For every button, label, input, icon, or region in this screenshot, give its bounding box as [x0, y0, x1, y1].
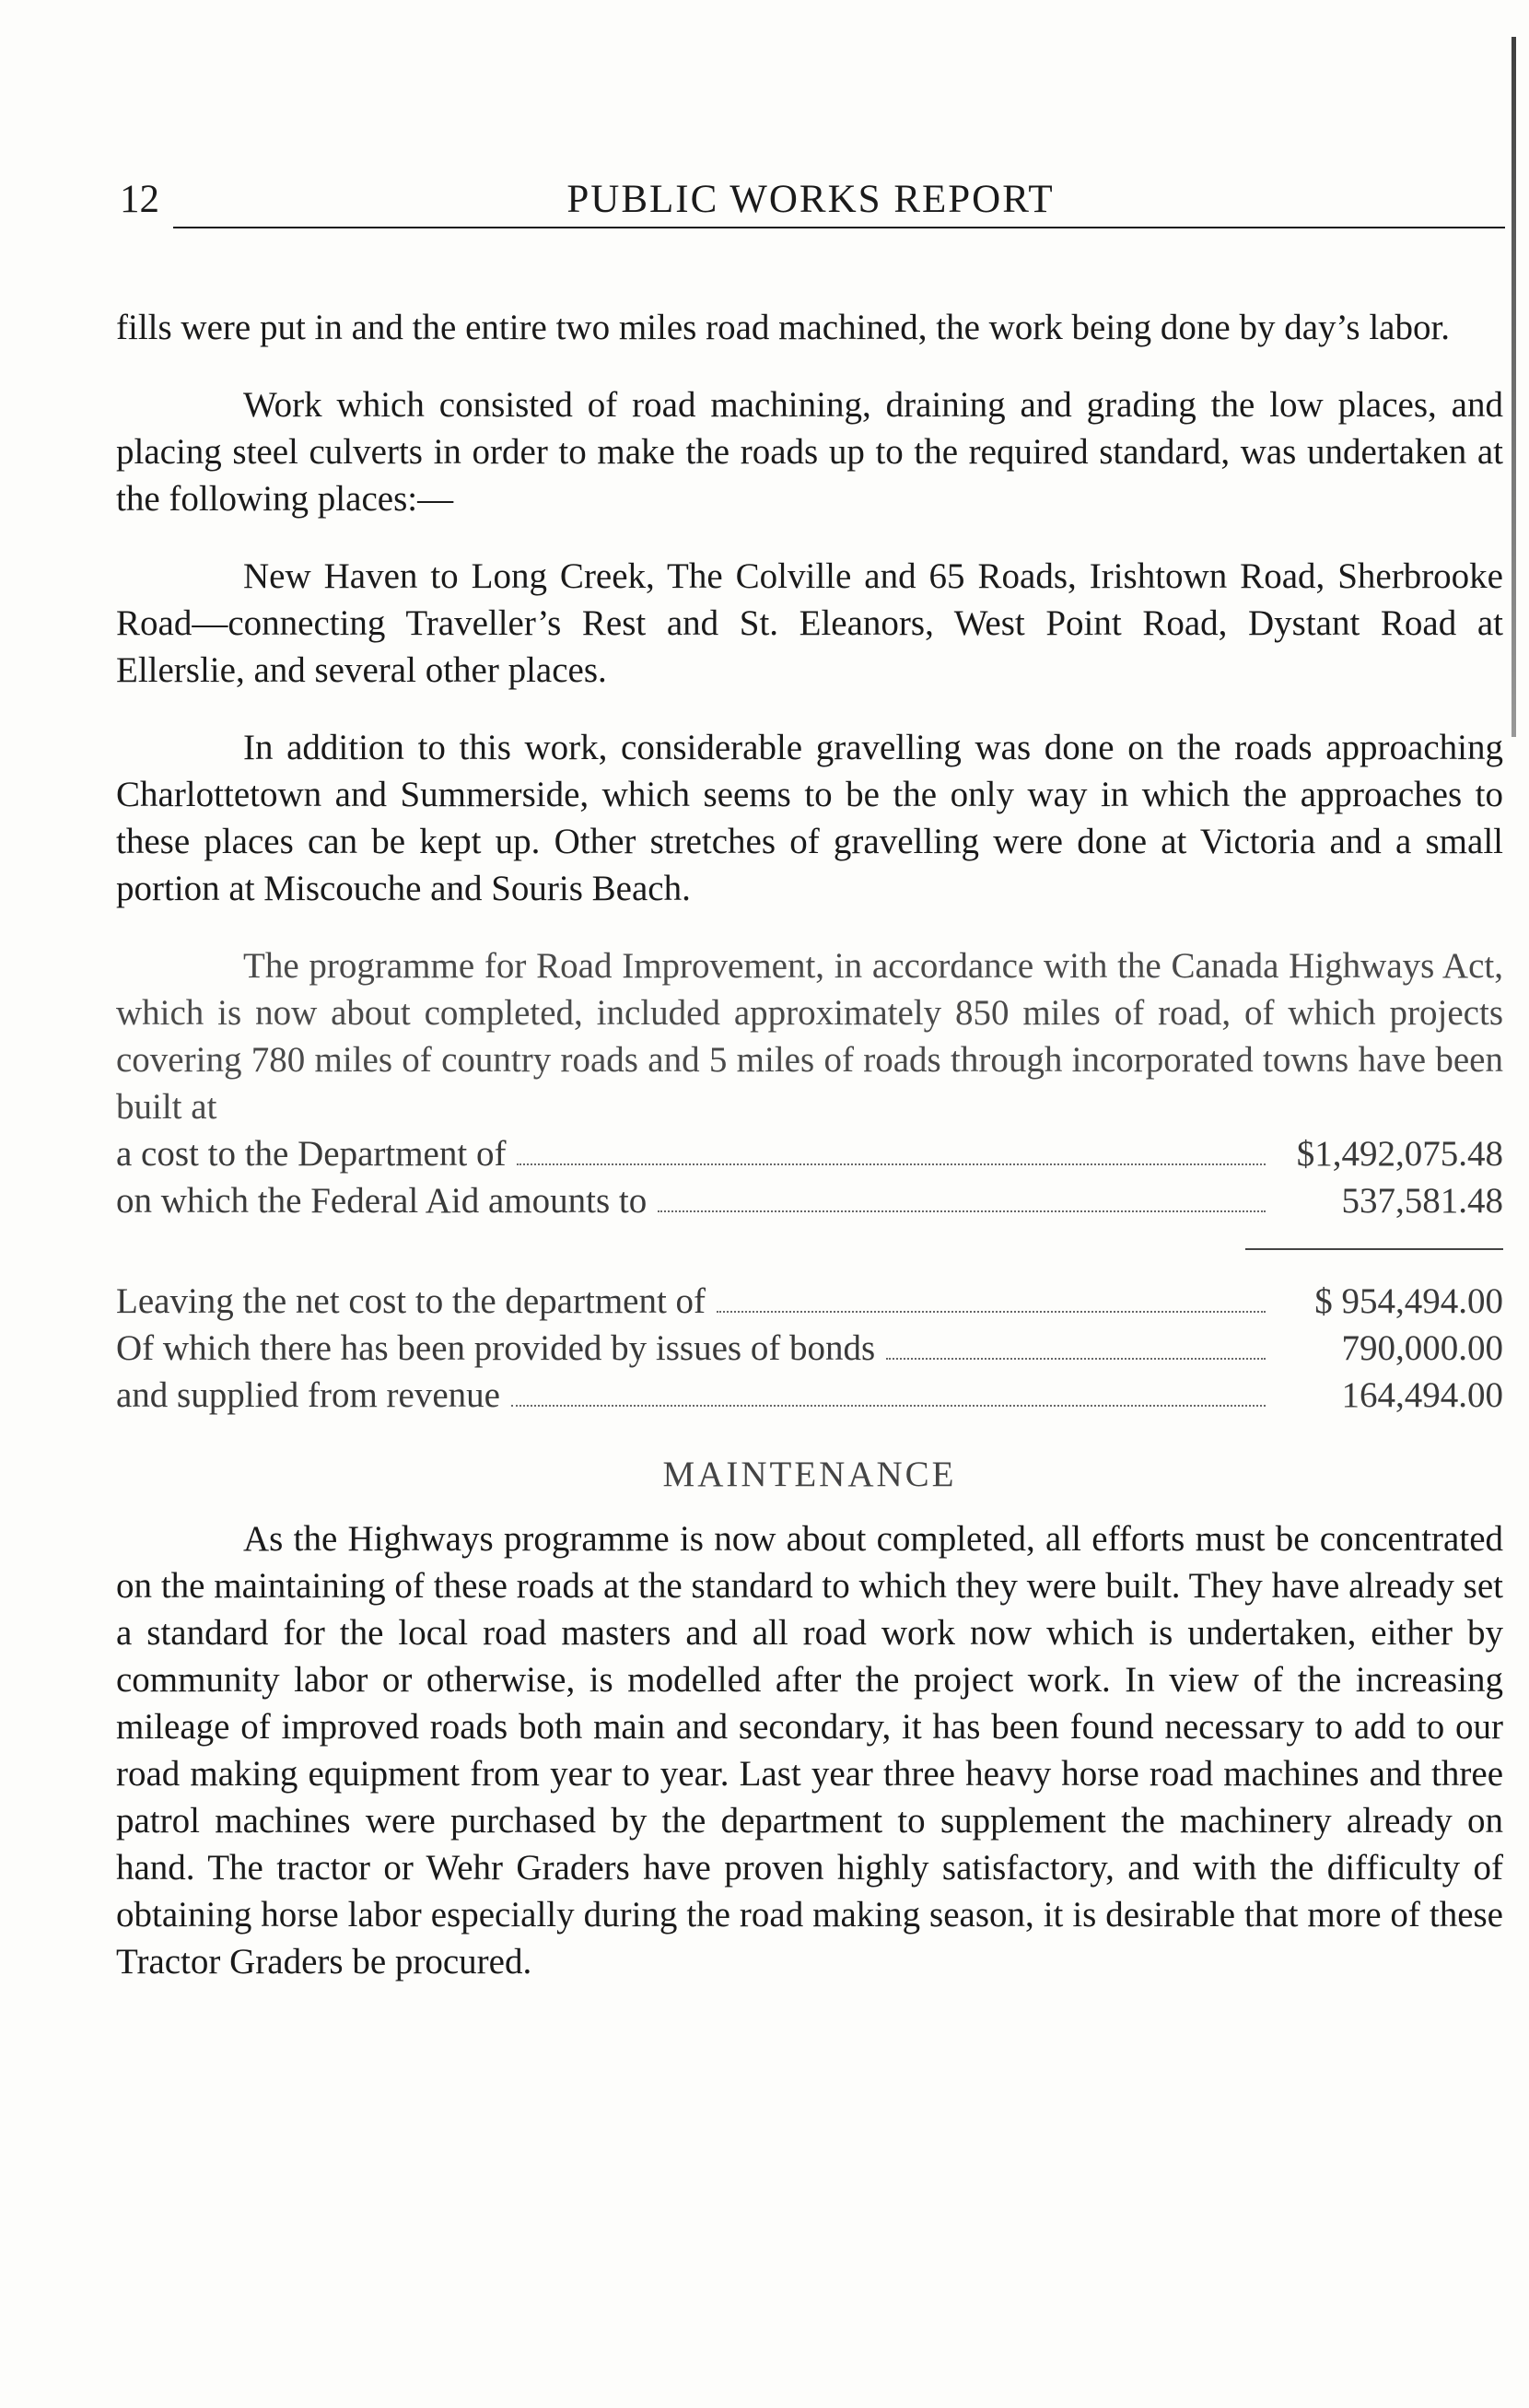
page-number: 12	[120, 178, 159, 221]
ledger-amount: $ 954,494.00	[1314, 1281, 1503, 1321]
page-header	[116, 173, 1505, 232]
running-title: PUBLIC WORKS REPORT	[566, 178, 1055, 221]
paragraph-maintenance: As the Highways programme is now about completed, all efforts must be concentrated on the maintaining of these roads at the standard to which they were built. They have already set a standard for the local road masters and all road work now which is undertaken, either by community labor or otherwise, is modelled after the project work. In view of the increasing mileage of improved roads both main and secondary, it has been found necessary to add to our road making equipment from year to year. Last year three heavy horse road machines and three patrol machines were purchased by the department to supplement the machinery already on hand. The tractor or Wehr Graders have proven highly satisfactory, and with the difficulty of obtaining horse labor especially during the road making season, it is desirable that more of these Tractor Graders be procured.	[116, 1519, 1503, 1981]
ledger-amount: 790,000.00	[1341, 1328, 1503, 1368]
ledger-label: and supplied from revenue	[116, 1375, 500, 1415]
header-rule	[173, 227, 1505, 228]
ledger-amount: 537,581.48	[1341, 1181, 1503, 1221]
section-heading-maintenance: MAINTENANCE	[662, 1455, 957, 1494]
ledger-label: Of which there has been provided by issues of bonds	[116, 1328, 876, 1368]
ledger-label: Leaving the net cost to the department of	[116, 1281, 706, 1321]
leader-dots	[517, 1163, 1266, 1165]
paragraph-fills: fills were put in and the entire two miles road machined, the work being done by day’s labor.	[116, 308, 1451, 347]
leader-dots	[717, 1311, 1266, 1313]
leader-dots	[511, 1405, 1266, 1407]
scan-edge-mark	[1511, 37, 1516, 737]
page-body	[116, 304, 1503, 1985]
ledger-label: on which the Federal Aid amounts to	[116, 1181, 648, 1221]
ledger-amount: $1,492,075.48	[1296, 1134, 1503, 1174]
paragraph-gravelling: In addition to this work, considerable gravelling was done on the roads approaching Charlottetown and Summerside, which seems to be the only way in which the approaches to these places can be kept up. Other stretches of gravelling were done at Victoria and a small portion at Miscouche and Souris Beach.	[116, 728, 1503, 908]
ledger-row-bonds	[116, 1325, 1503, 1372]
ledger-row-net-cost	[116, 1278, 1503, 1325]
leader-dots	[886, 1358, 1266, 1360]
ledger-label: a cost to the Department of	[116, 1134, 507, 1174]
paragraph-programme: The programme for Road Improvement, in accordance with the Canada Highways Act, which is now about completed, included approximately 850 miles of road, of which projects covering 780 miles of country roads and 5 miles of roads through incorporated towns have been built at	[116, 946, 1503, 1127]
paragraph-work-places: Work which consisted of road machining, draining and grading the low places, and placing steel culverts in order to make the roads up to the required standard, was undertaken at the following places:—	[116, 385, 1503, 519]
ledger-row-total-cost	[116, 1130, 1503, 1177]
ledger-amount: 164,494.00	[1341, 1375, 1503, 1415]
cost-ledger	[116, 1130, 1503, 1419]
ledger-row-federal-aid	[116, 1177, 1503, 1224]
paragraph-place-list: New Haven to Long Creek, The Colville and 65 Roads, Irishtown Road, Sherbrooke Road—connecting Traveller’s Rest and St. Eleanors, West Point Road, Dystant Road at Ellerslie, and several other places.	[116, 556, 1503, 690]
ledger-sum-rule	[1245, 1248, 1503, 1250]
leader-dots	[658, 1210, 1266, 1212]
ledger-row-revenue	[116, 1372, 1503, 1419]
